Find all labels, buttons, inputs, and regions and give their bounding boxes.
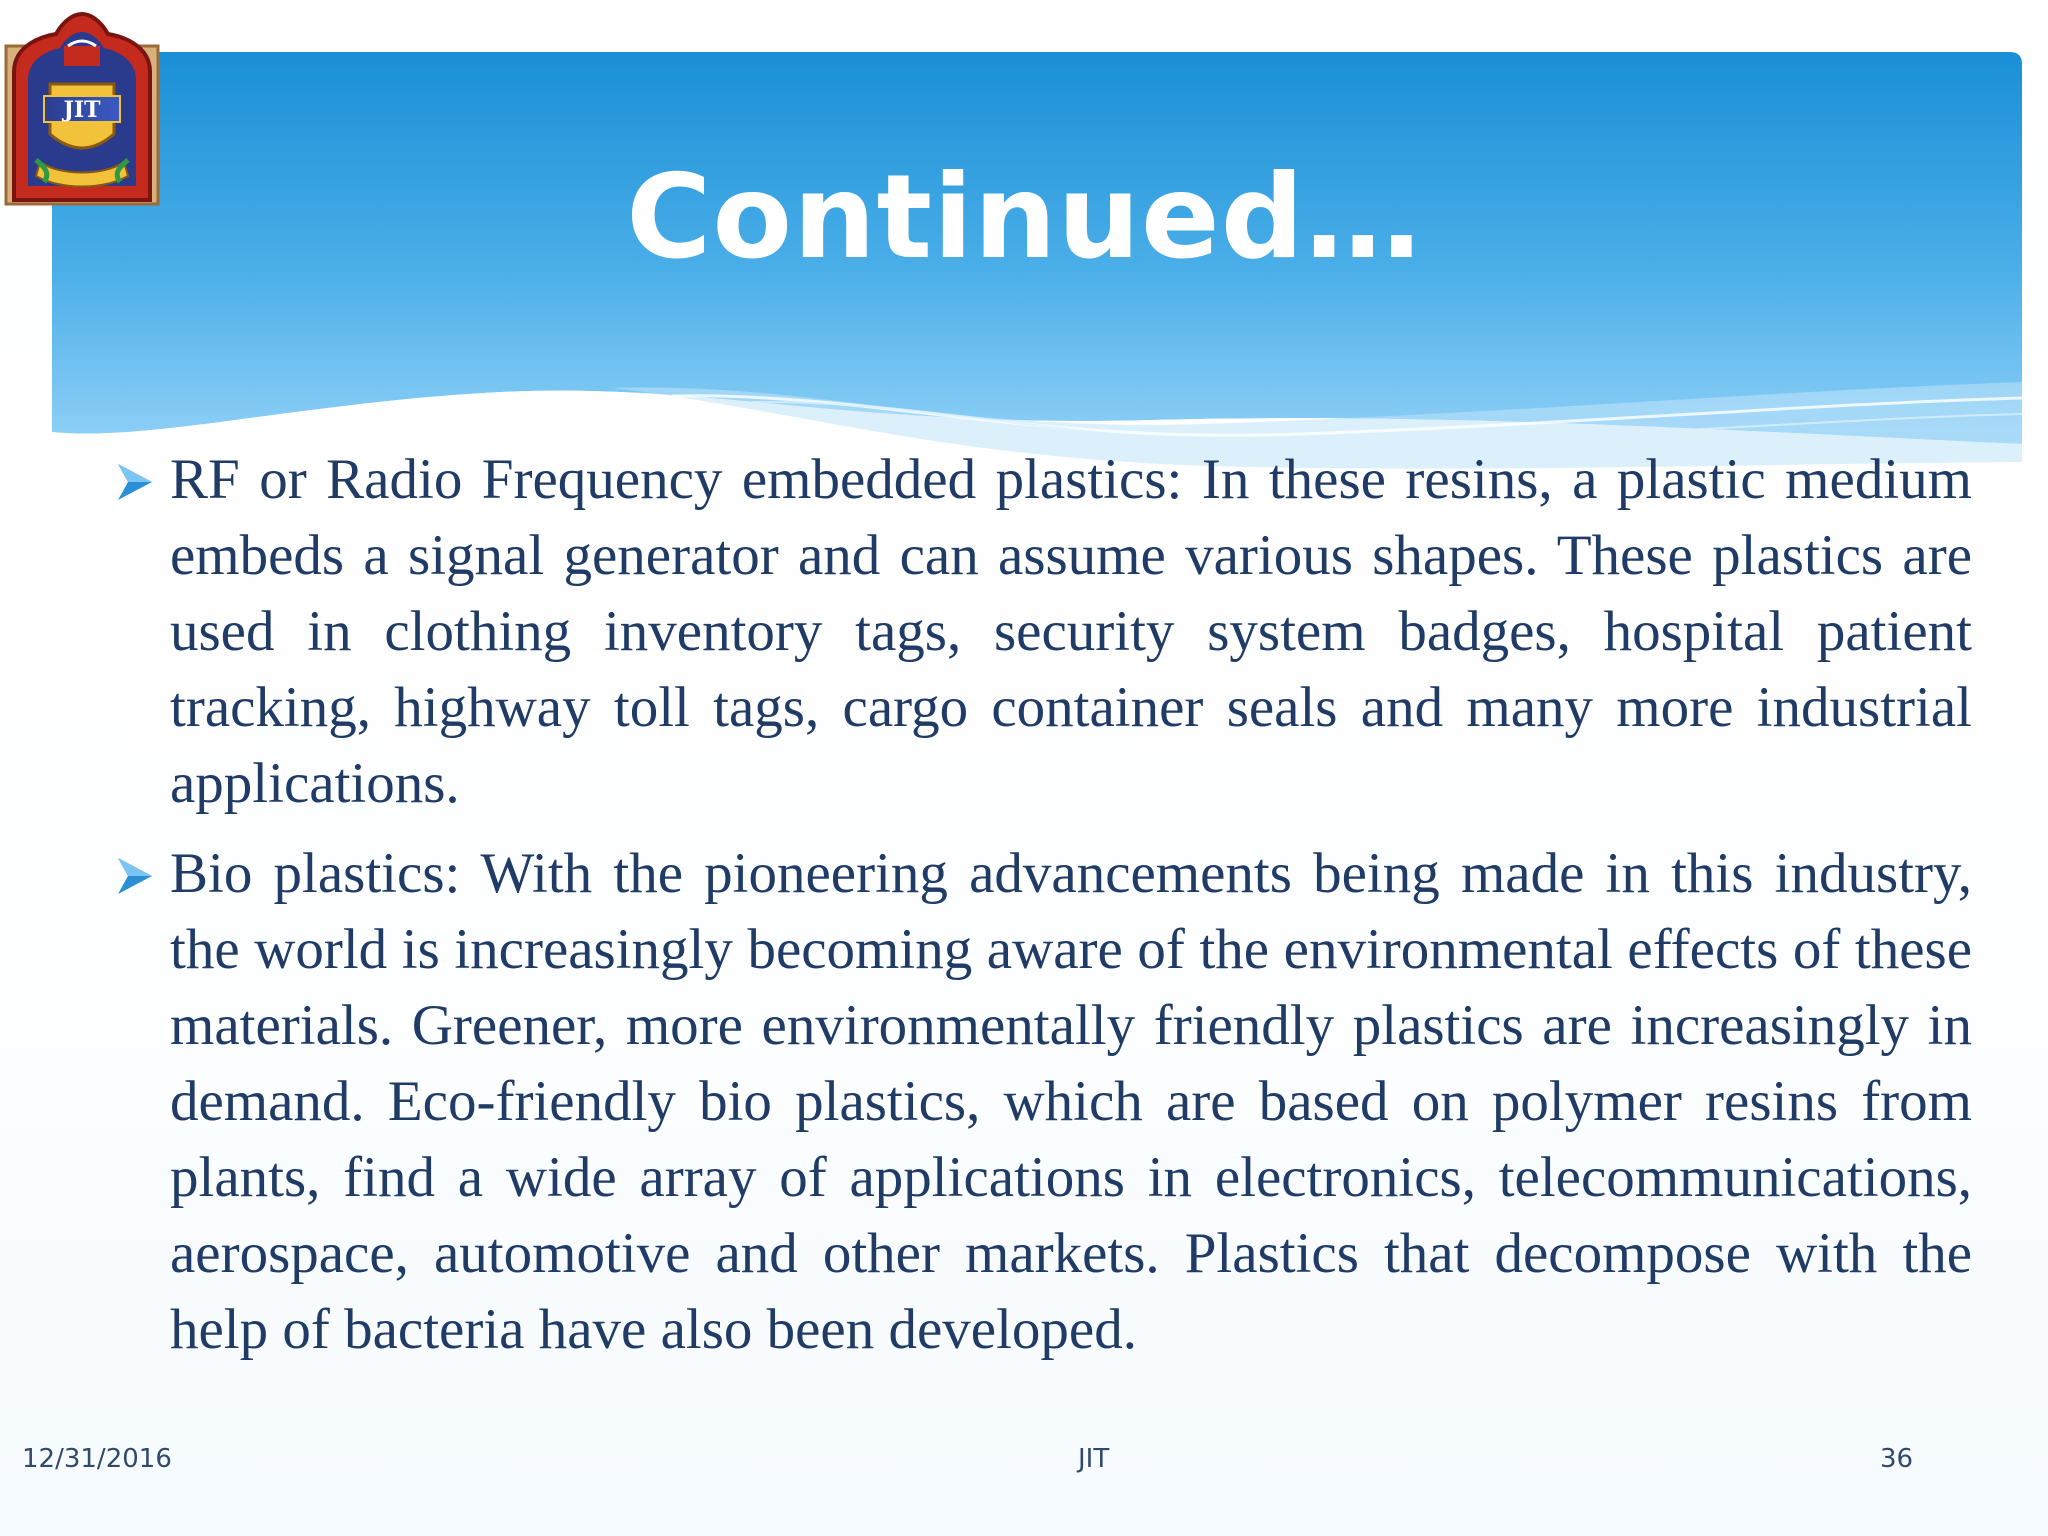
arrow-bullet-icon (112, 460, 156, 504)
bullet-text: Bio plastics: With the pioneering advancements being made in this industry, the world is increasingly becoming aware of the environmental effects of these materials. Greener, more environmentally friendly plastics are increasingly in demand. Eco-friendly bio plastics, which are based on polymer resins from plants, find a wide array of applications in electronics, telecommunications, aerospace, automotive and other markets. Plastics that decompose with the help of bacteria have also been developed. (170, 842, 1972, 1361)
bullet-item (112, 836, 1972, 1368)
slide-title: Continued… (626, 150, 1422, 285)
footer-date: 12/31/2016 (22, 1444, 172, 1474)
arrow-bullet-icon (112, 854, 156, 898)
bullet-text: RF or Radio Frequency embedded plastics: In these resins, a plastic medium embeds a signal generator and can assume various shapes. These plastics are used in clothing inventory tags, security system badges, hospital patient tracking, highway toll tags, cargo container seals and many more industrial applications. (170, 448, 1972, 815)
bullet-item (112, 442, 1972, 822)
content-area (112, 442, 1972, 1382)
slide-number: 36 (1880, 1444, 1914, 1474)
footer-center-label: JIT (1078, 1444, 1110, 1474)
logo-letters: JIT (63, 97, 101, 123)
